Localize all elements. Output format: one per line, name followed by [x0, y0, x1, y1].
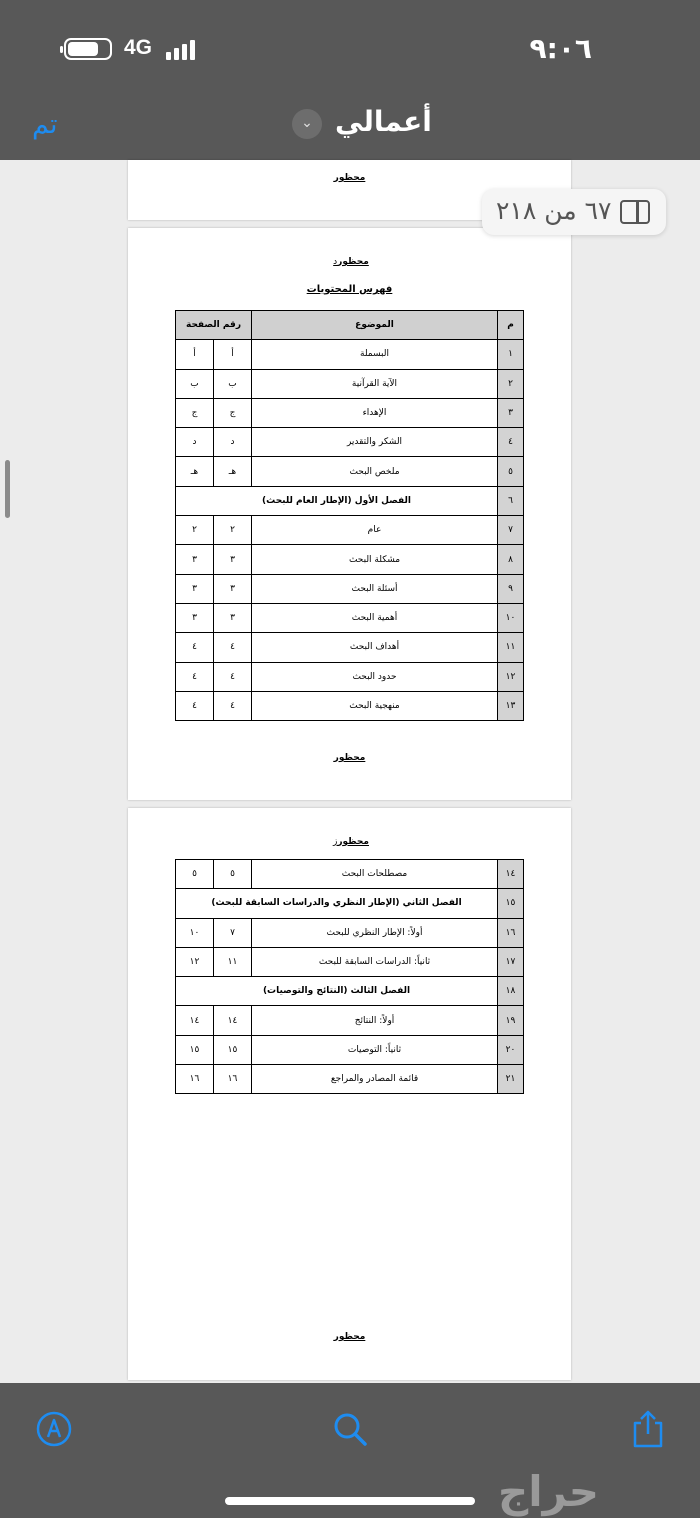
row-page-end: ١٠: [176, 918, 214, 947]
row-topic: أولاً: النتائج: [252, 1006, 498, 1035]
row-num: ٧: [498, 516, 524, 545]
col-num-header: م: [498, 311, 524, 340]
pdf-page-toc-cont[interactable]: [128, 808, 571, 1380]
row-num: ١٣: [498, 691, 524, 720]
row-page-start: ٤: [214, 691, 252, 720]
bottom-toolbar: [0, 1383, 700, 1518]
row-num: ١٧: [498, 947, 524, 976]
document-title[interactable]: أعمالي: [335, 105, 432, 138]
table-row: [176, 947, 524, 976]
row-num: ١٥: [498, 889, 524, 918]
status-bar: [0, 30, 700, 70]
row-page-start: ٧: [214, 918, 252, 947]
row-page-end: ٥: [176, 860, 214, 889]
row-page-end: ب: [176, 369, 214, 398]
row-topic: منهجية البحث: [252, 691, 498, 720]
row-num: ٤: [498, 428, 524, 457]
section-title: الفصل الثاني (الإطار النظري والدراسات السابقة للبحث): [176, 889, 498, 918]
toc-table: [175, 859, 524, 1094]
table-row: [176, 545, 524, 574]
row-page-start: ٣: [214, 545, 252, 574]
toc-table: [175, 310, 524, 721]
row-num: ٢٠: [498, 1035, 524, 1064]
page-footer: محظور: [333, 753, 366, 763]
table-row: [176, 428, 524, 457]
top-bar: [0, 0, 700, 160]
watermark-logo: حراج: [498, 1467, 600, 1516]
section-row: [176, 889, 524, 918]
share-icon: [628, 1409, 668, 1449]
table-row: [176, 1035, 524, 1064]
row-page-end: ج: [176, 398, 214, 427]
row-topic: الإهداء: [252, 398, 498, 427]
done-button[interactable]: تم: [32, 109, 58, 140]
row-page-end: هـ: [176, 457, 214, 486]
page-footer: محظور: [333, 173, 366, 183]
table-header-row: [176, 311, 524, 340]
table-row: [176, 918, 524, 947]
row-page-end: ١٤: [176, 1006, 214, 1035]
row-topic: ثانياً: الدراسات السابقة للبحث: [252, 947, 498, 976]
sidebar-icon: [620, 200, 650, 224]
row-topic: البسملة: [252, 340, 498, 369]
table-row: [176, 691, 524, 720]
markup-pen-icon: [34, 1409, 74, 1449]
row-page-end: ٣: [176, 603, 214, 632]
row-topic: أولاً: الإطار النظري للبحث: [252, 918, 498, 947]
col-page-header: رقم الصفحة: [176, 311, 252, 340]
battery-icon: [64, 38, 112, 60]
col-topic-header: الموضوع: [252, 311, 498, 340]
scroll-indicator[interactable]: [5, 460, 10, 518]
status-time: ٩:٠٦: [529, 32, 592, 65]
section-row: [176, 486, 524, 515]
row-page-end: ٤: [176, 633, 214, 662]
table-row: [176, 369, 524, 398]
row-page-end: د: [176, 428, 214, 457]
row-page-end: ٤: [176, 691, 214, 720]
row-page-end: ٤: [176, 662, 214, 691]
row-topic: قائمة المصادر والمراجع: [252, 1065, 498, 1094]
row-num: ١٩: [498, 1006, 524, 1035]
row-page-start: ١٤: [214, 1006, 252, 1035]
row-num: ٢١: [498, 1065, 524, 1094]
row-num: ١: [498, 340, 524, 369]
network-label: 4G: [124, 36, 153, 59]
nav-bar: [0, 95, 700, 155]
row-page-start: ٤: [214, 662, 252, 691]
row-topic: عام: [252, 516, 498, 545]
page-counter[interactable]: [482, 189, 666, 235]
chevron-down-icon[interactable]: ⌄: [292, 109, 322, 139]
row-page-end: أ: [176, 340, 214, 369]
table-row: [176, 340, 524, 369]
page-number: ز: [332, 837, 338, 847]
row-page-start: ١١: [214, 947, 252, 976]
page-counter-label: ٦٧ من ٢١٨: [496, 196, 612, 225]
section-title: الفصل الثالث (النتائج والتوصيات): [176, 977, 498, 1006]
row-page-start: ٣: [214, 574, 252, 603]
row-num: ١٨: [498, 977, 524, 1006]
page-header: [128, 837, 571, 847]
table-row: [176, 398, 524, 427]
row-page-start: ٢: [214, 516, 252, 545]
home-indicator[interactable]: [225, 1497, 475, 1505]
header-label: محظور: [337, 837, 369, 847]
row-page-start: ١٦: [214, 1065, 252, 1094]
row-page-start: أ: [214, 340, 252, 369]
table-row: [176, 633, 524, 662]
row-page-start: ب: [214, 369, 252, 398]
section-row: [176, 977, 524, 1006]
page-header: [128, 257, 571, 267]
row-page-end: ٣: [176, 545, 214, 574]
markup-button[interactable]: [34, 1409, 74, 1449]
row-page-start: ٥: [214, 860, 252, 889]
row-topic: حدود البحث: [252, 662, 498, 691]
table-row: [176, 603, 524, 632]
row-page-end: ١٦: [176, 1065, 214, 1094]
row-page-end: ١٢: [176, 947, 214, 976]
row-page-start: ٤: [214, 633, 252, 662]
header-label: محظور: [337, 257, 369, 267]
row-page-start: د: [214, 428, 252, 457]
table-row: [176, 860, 524, 889]
search-icon: [330, 1409, 370, 1449]
row-num: ١٢: [498, 662, 524, 691]
row-topic: أهداف البحث: [252, 633, 498, 662]
toc-title: فهرس المحتويات: [306, 284, 393, 295]
row-page-start: ٣: [214, 603, 252, 632]
table-row: [176, 574, 524, 603]
row-page-end: ١٥: [176, 1035, 214, 1064]
row-num: ١٤: [498, 860, 524, 889]
section-title: الفصل الأول (الإطار العام للبحث): [176, 486, 498, 515]
row-num: ٨: [498, 545, 524, 574]
row-topic: الآية القرآنية: [252, 369, 498, 398]
table-row: [176, 1065, 524, 1094]
table-row: [176, 1006, 524, 1035]
row-page-start: ١٥: [214, 1035, 252, 1064]
share-button[interactable]: [628, 1409, 668, 1449]
page-number: د: [333, 257, 338, 267]
row-num: ٢: [498, 369, 524, 398]
row-num: ٥: [498, 457, 524, 486]
row-page-start: ج: [214, 398, 252, 427]
row-topic: مشكلة البحث: [252, 545, 498, 574]
table-row: [176, 516, 524, 545]
table-row: [176, 457, 524, 486]
row-topic: مصطلحات البحث: [252, 860, 498, 889]
signal-icon: [166, 38, 195, 60]
row-num: ٣: [498, 398, 524, 427]
search-button[interactable]: [330, 1409, 370, 1449]
row-page-end: ٣: [176, 574, 214, 603]
row-topic: أسئلة البحث: [252, 574, 498, 603]
row-topic: ملخص البحث: [252, 457, 498, 486]
row-topic: ثانياً: التوصيات: [252, 1035, 498, 1064]
row-num: ٩: [498, 574, 524, 603]
row-num: ١١: [498, 633, 524, 662]
page-footer: محظور: [333, 1332, 366, 1342]
row-num: ١٠: [498, 603, 524, 632]
row-topic: الشكر والتقدير: [252, 428, 498, 457]
row-page-end: ٢: [176, 516, 214, 545]
row-num: ٦: [498, 486, 524, 515]
row-topic: أهمية البحث: [252, 603, 498, 632]
row-num: ١٦: [498, 918, 524, 947]
table-row: [176, 662, 524, 691]
pdf-page-toc[interactable]: [128, 228, 571, 800]
row-page-start: هـ: [214, 457, 252, 486]
